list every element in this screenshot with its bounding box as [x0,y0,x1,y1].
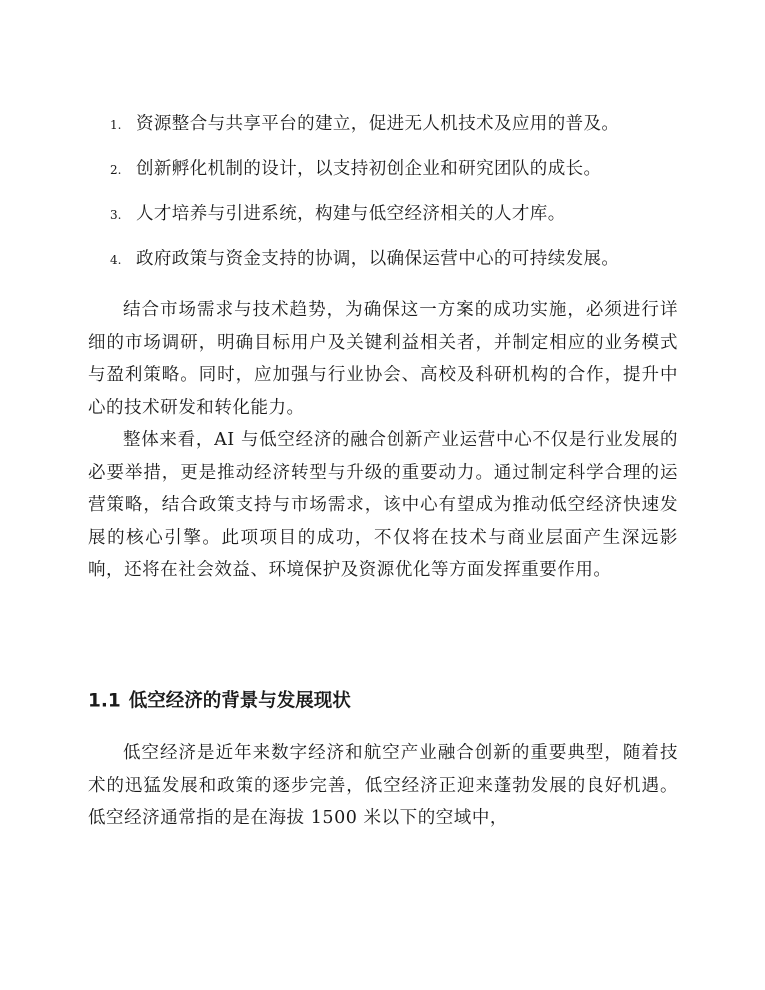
body-paragraph: 结合市场需求与技术趋势，为确保这一方案的成功实施，必须进行详细的市场调研，明确目标用户及关键利益相关者，并制定相应的业务模式与盈利策略。同时，应加强与行业协会、高校及科研机构的合作，提升中心的技术研发和转化能力。 [88,300,678,418]
section-heading [88,686,351,712]
list-item [110,155,710,200]
section-number: 1.1 [88,690,121,712]
list-item-number: 4. [110,253,122,267]
list-item-number: 2. [110,163,122,177]
list-item [110,245,710,290]
list-item-number: 1. [110,118,122,132]
numbered-list [110,110,710,290]
list-item-text: 政府政策与资金支持的协调，以确保运营中心的可持续发展。 [136,249,620,269]
list-item [110,110,710,155]
list-item-text: 创新孵化机制的设计，以支持初创企业和研究团队的成长。 [136,159,602,179]
body-paragraph: 低空经济是近年来数字经济和航空产业融合创新的重要典型，随着技术的迅猛发展和政策的逐步完善，低空经济正迎来蓬勃发展的良好机遇。低空经济通常指的是在海拔 1500 米以下的空域中， [88,743,678,828]
body-paragraph: 整体来看，AI 与低空经济的融合创新产业运营中心不仅是行业发展的必要举措，更是推动经济转型与升级的重要动力。通过制定科学合理的运营策略，结合政策支持与市场需求，该中心有望成为推动低空经济快速发展的核心引擎。此项项目的成功，不仅将在技术与商业层面产生深远影响，还将在社会效益、环境保护及资源优化等方面发挥重要作用。 [88,430,678,580]
list-item-number: 3. [110,208,122,222]
section-title: 低空经济的背景与发展现状 [128,690,351,712]
list-item-text: 人才培养与引进系统，构建与低空经济相关的人才库。 [136,204,566,224]
list-item-text: 资源整合与共享平台的建立，促进无人机技术及应用的普及。 [136,114,620,134]
list-item [110,200,710,245]
